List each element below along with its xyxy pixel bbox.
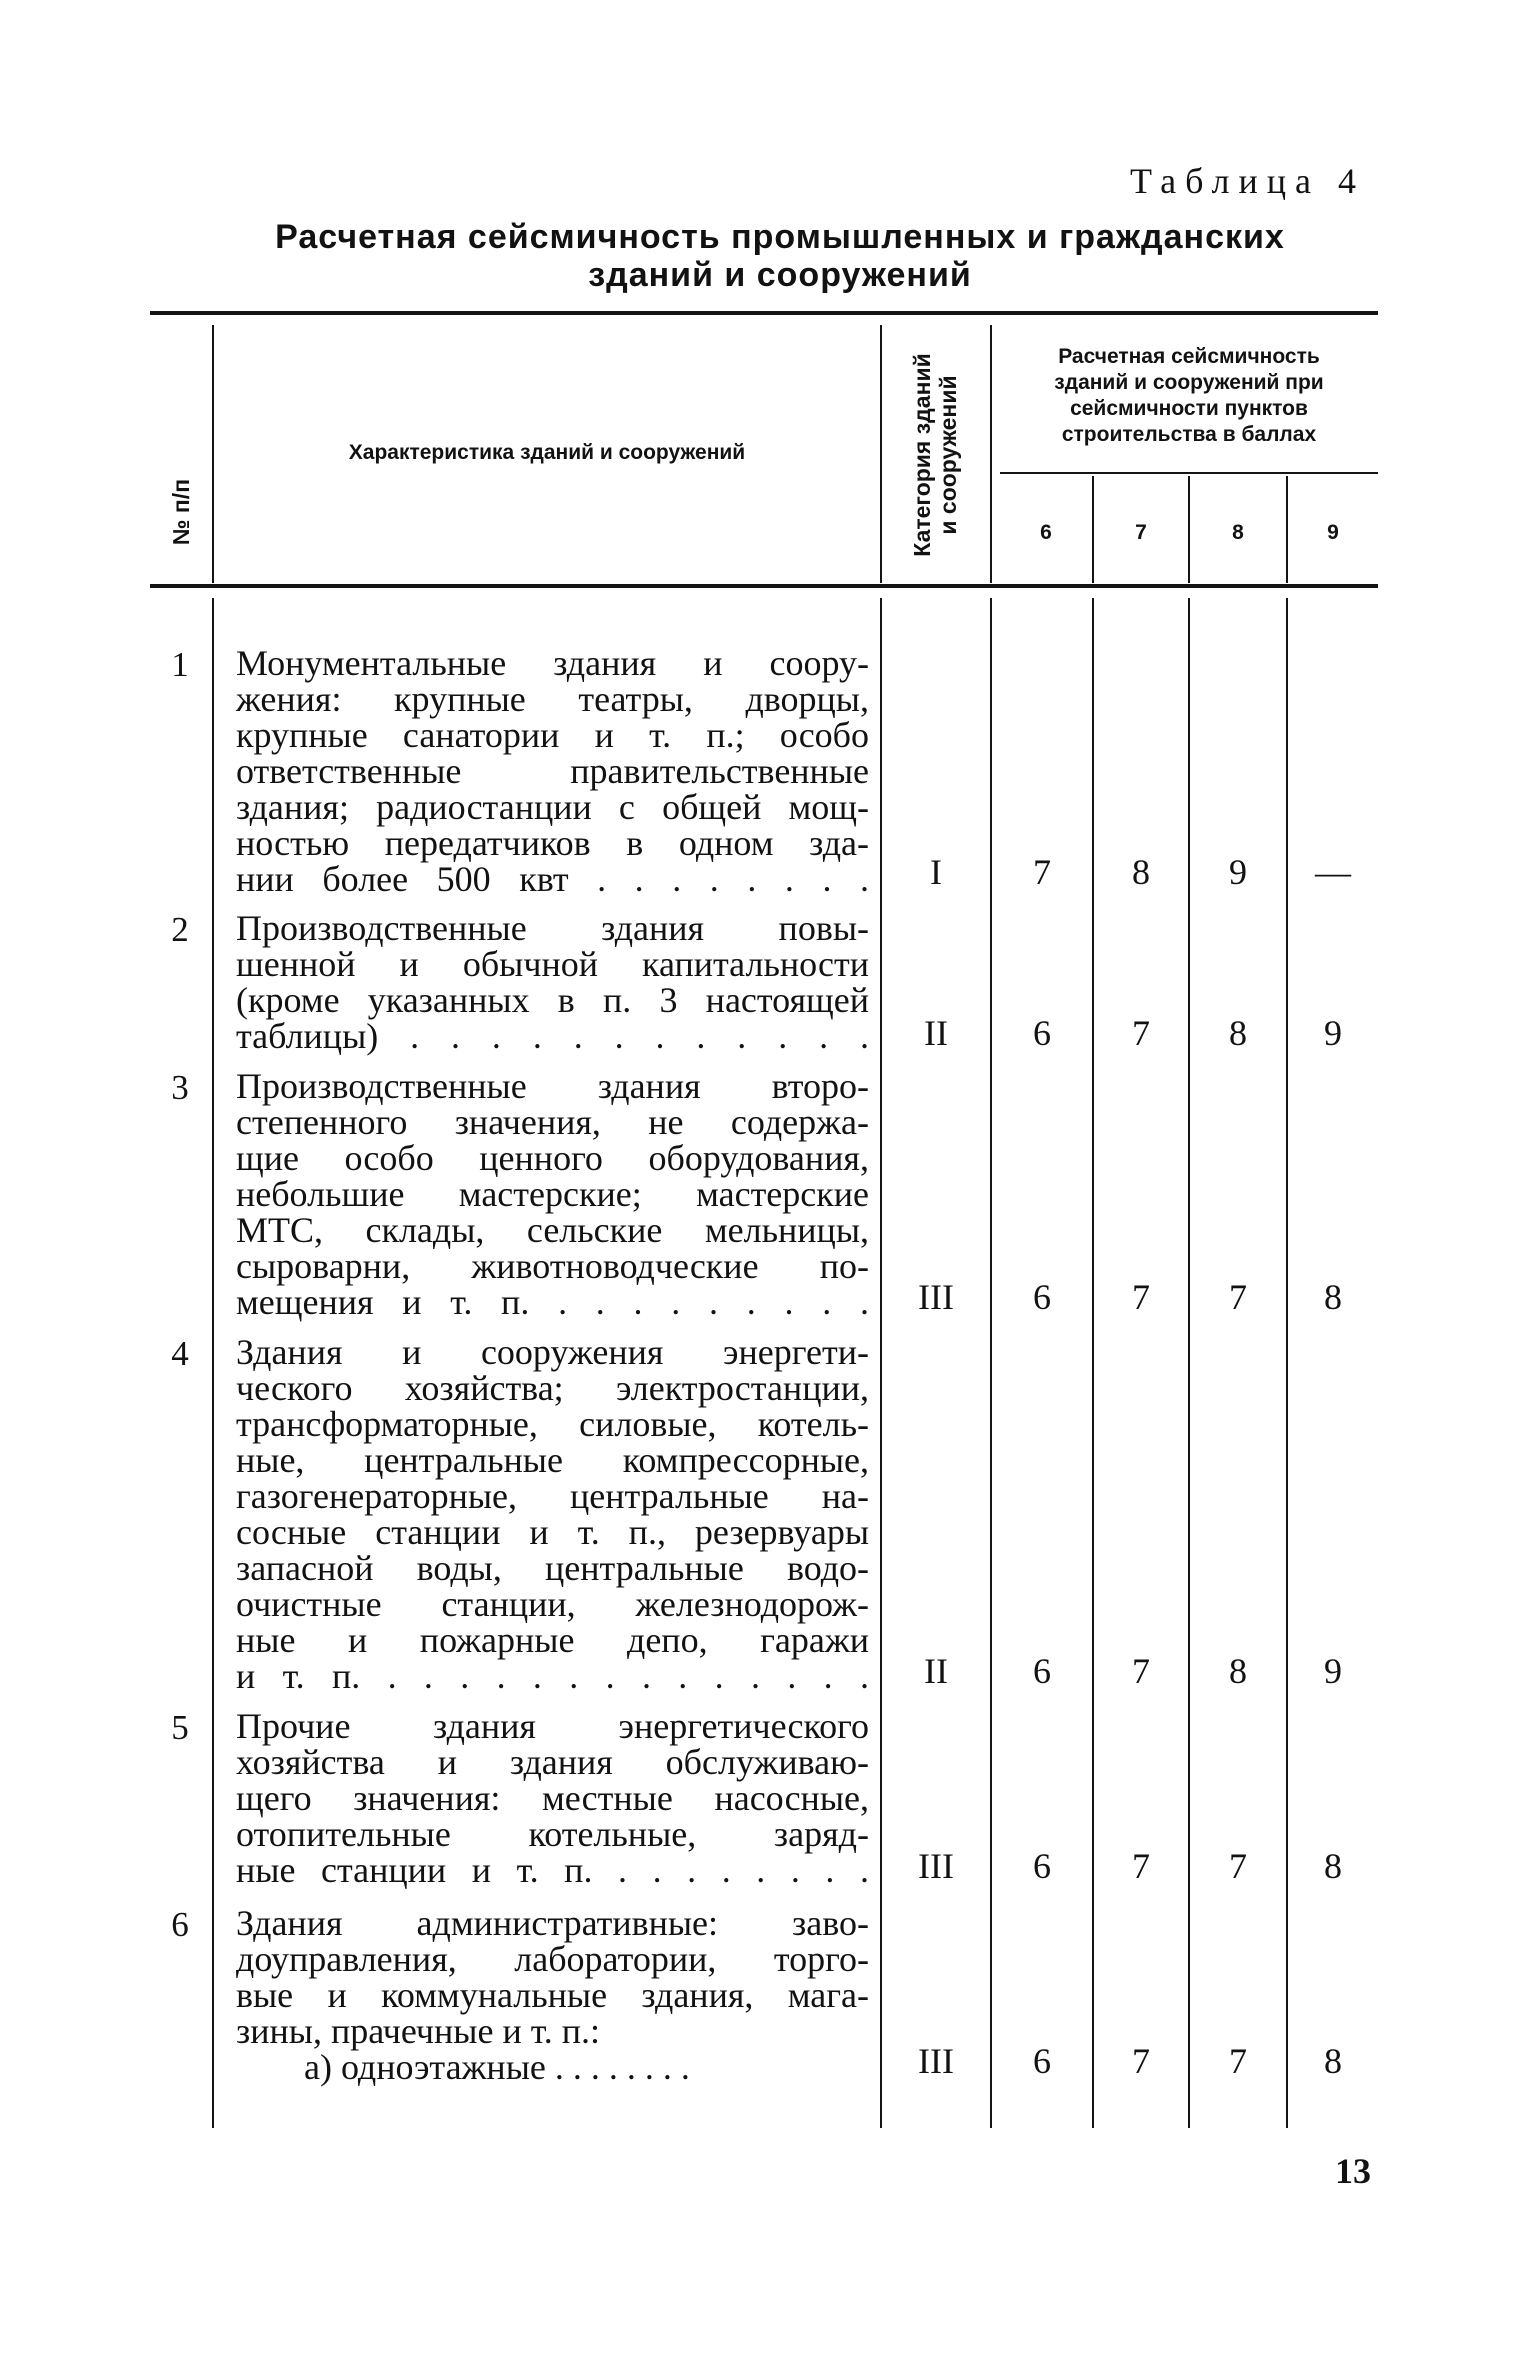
description-line: и т. п. . . . . . . . . . . . . . .	[236, 1656, 869, 1696]
value-6: 7	[1033, 852, 1051, 892]
header-point-8: 8	[1232, 521, 1244, 544]
description-line: небольшие мастерские; мастерские	[236, 1174, 869, 1214]
value-8: 8	[1229, 1651, 1247, 1691]
table-label: Таблица 4	[1130, 161, 1365, 201]
description-line: отопительные котельные, заряд-	[236, 1814, 869, 1854]
value-6: 6	[1033, 2041, 1051, 2081]
row-category: II	[924, 1651, 948, 1691]
value-8: 8	[1229, 1013, 1247, 1053]
value-8: 7	[1229, 1846, 1247, 1886]
description-line: газогенераторные, центральные на-	[236, 1476, 869, 1516]
description-line: ответственные правительственные	[236, 751, 869, 791]
row-number: 5	[171, 1708, 189, 1747]
value-7: 7	[1132, 1651, 1150, 1691]
row-category: I	[930, 852, 942, 892]
value-9: —	[1315, 852, 1351, 892]
value-6: 6	[1033, 1013, 1051, 1053]
row-category: III	[918, 1846, 954, 1886]
description-line: запасной воды, центральные водо-	[236, 1548, 869, 1588]
description-line: ные, центральные компрессорные,	[236, 1440, 869, 1480]
value-6: 6	[1033, 1846, 1051, 1886]
row-category: II	[924, 1013, 948, 1053]
row-number: 3	[171, 1068, 189, 1107]
description-line: очистные станции, железнодорож-	[236, 1584, 869, 1624]
row-number: 2	[171, 910, 189, 949]
value-7: 7	[1132, 1846, 1150, 1886]
row-number: 6	[171, 1905, 189, 1944]
column-divider	[880, 325, 882, 583]
description-line: Производственные здания второ-	[236, 1066, 869, 1106]
description-line: трансформаторные, силовые, котель-	[236, 1404, 869, 1444]
description-line: зины, прачечные и т. п.:	[236, 2011, 601, 2051]
row-description	[236, 645, 869, 897]
description-line: (кроме указанных в п. 3 настоящей	[236, 980, 869, 1020]
description-line: доуправления, лаборатории, торго-	[236, 1939, 869, 1979]
header-point-9: 9	[1327, 521, 1339, 544]
description-line: Производственные здания повы-	[236, 908, 869, 948]
row-description	[236, 1068, 869, 1320]
header-category-line-2: и сооружений	[935, 375, 961, 535]
row-number: 4	[171, 1334, 189, 1373]
header-number: № п/п	[168, 478, 194, 546]
description-line: ческого хозяйства; электростанции,	[236, 1368, 869, 1408]
header-seismic-line-4: строительства в баллах	[1061, 423, 1317, 446]
value-7: 8	[1132, 852, 1150, 892]
row-description	[236, 1905, 869, 2085]
description-line: ные и пожарные депо, гаражи	[236, 1620, 869, 1660]
column-divider	[1092, 598, 1094, 2128]
description-line: степенного значения, не содержа-	[236, 1102, 869, 1142]
description-line: щего значения: местные насосные,	[236, 1778, 869, 1818]
table-top-rule	[150, 311, 1378, 315]
description-line: МТС, склады, сельские мельницы,	[236, 1210, 869, 1250]
table-title-line-1: Расчетная сейсмичность промышленных и гражданских	[275, 218, 1285, 256]
description-line: ностью передатчиков в одном зда-	[236, 823, 869, 863]
table-header-bottom-rule	[150, 584, 1378, 588]
value-7: 7	[1132, 1013, 1150, 1053]
value-9: 8	[1324, 1846, 1342, 1886]
description-line: шенной и обычной капитальности	[236, 944, 869, 984]
header-category	[909, 353, 961, 557]
header-characteristic: Характеристика зданий и сооружений	[348, 441, 746, 464]
description-line: нии более 500 квт . . . . . . . .	[236, 859, 869, 899]
value-6: 6	[1033, 1277, 1051, 1317]
value-7: 7	[1132, 2041, 1150, 2081]
description-line: ные станции и т. п. . . . . . . . .	[236, 1850, 869, 1890]
value-8: 7	[1229, 1277, 1247, 1317]
description-line: Монументальные здания и соору-	[236, 643, 869, 683]
column-divider	[1286, 598, 1288, 2128]
value-9: 9	[1324, 1651, 1342, 1691]
description-line: Здания административные: заво-	[236, 1903, 869, 1943]
seismic-subheader-rule	[1000, 472, 1378, 474]
column-divider	[990, 598, 992, 2128]
column-divider	[1188, 598, 1190, 2128]
header-point-6: 6	[1040, 521, 1052, 544]
value-8: 9	[1229, 852, 1247, 892]
description-line: жения: крупные театры, дворцы,	[236, 679, 869, 719]
description-line: таблицы) . . . . . . . . . . . .	[236, 1016, 869, 1056]
header-seismic-line-3: сейсмичности пунктов	[1070, 397, 1308, 420]
description-line: щие особо ценного оборудования,	[236, 1138, 869, 1178]
row-category: III	[918, 2041, 954, 2081]
column-divider	[880, 598, 882, 2128]
value-9: 8	[1324, 2041, 1342, 2081]
value-8: 7	[1229, 2041, 1247, 2081]
description-line: хозяйства и здания обслуживаю-	[236, 1742, 869, 1782]
column-divider	[212, 598, 214, 2128]
description-line: сыроварни, животноводческие по-	[236, 1246, 869, 1286]
row-description	[236, 910, 869, 1054]
column-divider	[990, 325, 992, 583]
description-line: Здания и сооружения энергети-	[236, 1332, 869, 1372]
row-description	[236, 1708, 869, 1888]
value-6: 6	[1033, 1651, 1051, 1691]
header-seismic	[1000, 344, 1378, 448]
value-9: 8	[1324, 1277, 1342, 1317]
description-line: здания; радиостанции с общей мощ-	[236, 787, 869, 827]
table-title-line-2: зданий и сооружений	[588, 256, 972, 294]
row-number: 1	[171, 645, 189, 684]
page-number: 13	[1335, 2151, 1371, 2191]
value-9: 9	[1324, 1013, 1342, 1053]
header-seismic-line-2: зданий и сооружений при	[1054, 371, 1324, 394]
row-category: III	[918, 1277, 954, 1317]
description-line: а) одноэтажные . . . . . . . .	[304, 2047, 690, 2087]
description-line: крупные санатории и т. п.; особо	[236, 715, 869, 755]
header-category-line-1: Категория зданий	[909, 353, 935, 557]
description-line: мещения и т. п. . . . . . . . . .	[236, 1282, 869, 1322]
description-line: Прочие здания энергетического	[236, 1706, 869, 1746]
row-description	[236, 1334, 869, 1694]
description-line: вые и коммунальные здания, мага-	[236, 1975, 869, 2015]
value-7: 7	[1132, 1277, 1150, 1317]
description-line: сосные станции и т. п., резервуары	[236, 1512, 869, 1552]
header-point-7: 7	[1135, 521, 1147, 544]
header-seismic-line-1: Расчетная сейсмичность	[1058, 345, 1320, 368]
